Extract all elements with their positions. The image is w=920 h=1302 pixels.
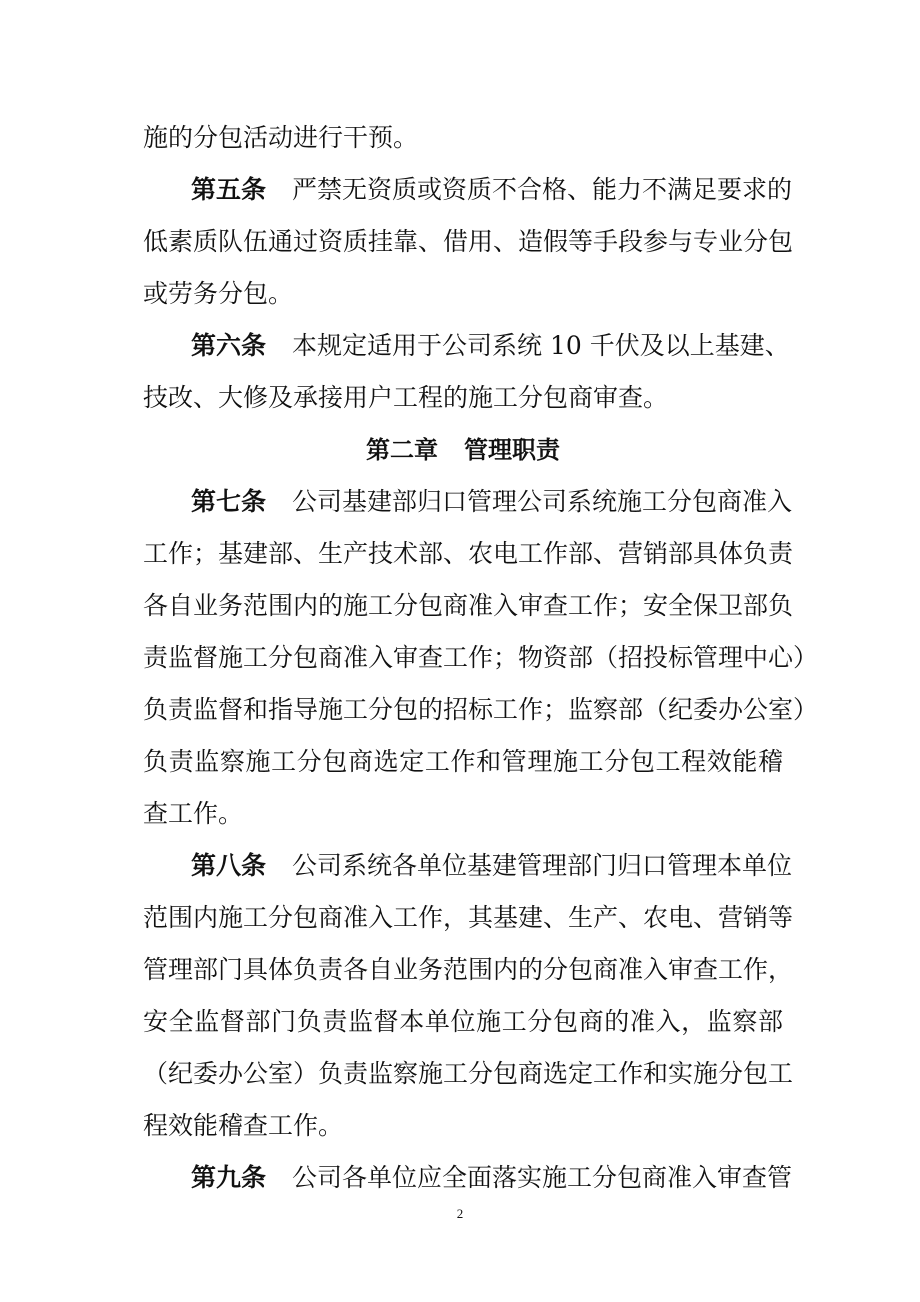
text-line: [143, 996, 783, 1048]
text-line: [143, 372, 783, 424]
text-line: [143, 528, 794, 580]
line-text: 公司各单位应全面落实施工分包商准入审查管: [292, 1163, 793, 1192]
document-body: [143, 112, 819, 1204]
line-text: 技改、大修及承接用户工程的施工分包商审查。: [143, 383, 669, 412]
line-text: 或劳务分包。: [143, 279, 294, 308]
line-text: 负责监督和指导施工分包的招标工作；监察部（纪委办公室）: [143, 695, 819, 724]
article-paragraph: [143, 476, 819, 840]
line-text: 范围内施工分包商准入工作，其基建、生产、农电、营销等: [143, 903, 794, 932]
line-text: 查工作。: [143, 799, 244, 828]
article-paragraph: [143, 1152, 793, 1204]
text-line: [143, 320, 790, 372]
article-paragraph: [143, 164, 794, 320]
text-line: [143, 840, 793, 892]
article-paragraph: [143, 840, 794, 1152]
line-text: 程效能稽查工作。: [143, 1111, 344, 1140]
line-text: 低素质队伍通过资质挂靠、借用、造假等手段参与专业分包: [143, 227, 794, 256]
line-text: 公司基建部归口管理公司系统施工分包商准入: [292, 487, 793, 516]
text-line: [143, 632, 819, 684]
chapter-number: 第二章: [366, 436, 438, 464]
article-label: 第八条: [191, 851, 267, 880]
text-line: [143, 1048, 794, 1100]
line-text: （纪委办公室）负责监察施工分包商选定工作和实施分包工: [143, 1059, 794, 1088]
text-line: [143, 892, 794, 944]
article-label: 第七条: [191, 487, 267, 516]
text-line: [143, 944, 794, 996]
line-text: 负责监察施工分包商选定工作和管理施工分包工程效能稽: [143, 747, 783, 776]
text-line: [143, 788, 783, 840]
text-line: [143, 164, 793, 216]
text-line: [143, 112, 783, 164]
line-text: 各自业务范围内的施工分包商准入审查工作；安全保卫部负: [143, 591, 794, 620]
text-line: [143, 268, 783, 320]
article-label: 第九条: [191, 1163, 267, 1192]
line-text: 管理部门具体负责各自业务范围内的分包商准入审查工作，: [143, 955, 794, 984]
text-line: [143, 216, 794, 268]
text-line: [143, 1100, 783, 1152]
line-text: 工作；基建部、生产技术部、农电工作部、营销部具体负责: [143, 539, 794, 568]
text-line: [143, 684, 819, 736]
page-number: 2: [456, 1206, 464, 1221]
line-text: 施的分包活动进行干预。: [143, 123, 419, 152]
chapter-title: 管理职责: [464, 436, 560, 464]
text-line: [143, 580, 794, 632]
text-line: [143, 1152, 793, 1204]
article-label: 第五条: [191, 175, 267, 204]
line-text: 严禁无资质或资质不合格、能力不满足要求的: [292, 175, 793, 204]
text-line: [143, 476, 793, 528]
article-paragraph: [143, 320, 790, 424]
paragraph: [143, 112, 783, 164]
line-text: 公司系统各单位基建管理部门归口管理本单位: [292, 851, 793, 880]
article-label: 第六条: [191, 331, 267, 360]
line-text: 责监督施工分包商准入审查工作；物资部（招投标管理中心）: [143, 643, 819, 672]
chapter-heading: [143, 424, 783, 476]
text-line: [143, 736, 783, 788]
line-text: 安全监督部门负责监督本单位施工分包商的准入，监察部: [143, 1007, 783, 1036]
line-text: 本规定适用于公司系统 10 千伏及以上基建、: [292, 331, 790, 360]
